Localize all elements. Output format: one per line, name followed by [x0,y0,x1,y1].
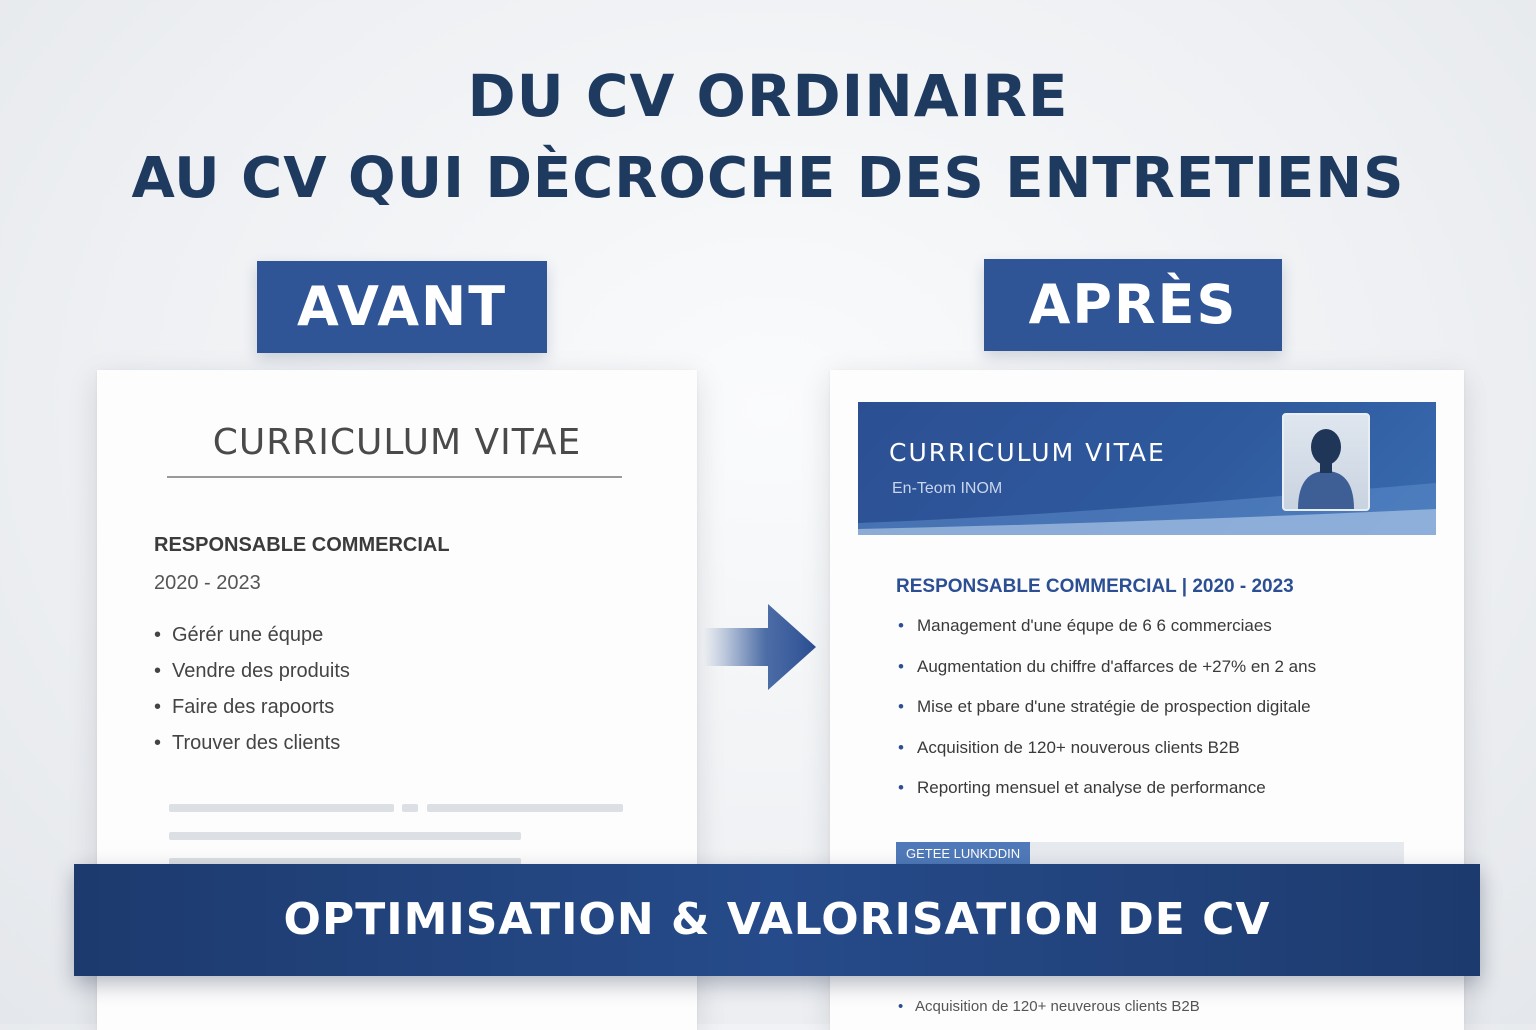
list-item: • Faire des rapoorts [154,696,350,732]
headline-line-1: DU CV ORDINAIRE [467,62,1069,130]
headline-line-2: AU CV QUI DÈCROCHE DES ENTRETIENS [131,146,1405,211]
list-item: • Vendre des produits [154,660,350,696]
after-cv-list [896,616,1316,819]
before-cv-title: CURRICULUM VITAE [212,422,582,463]
list-item: • Reporting mensuel et analyse de performance [896,778,1316,819]
before-cv-role: RESPONSABLE COMMERCIAL [154,534,450,556]
section-label: GETEE LUNKDDIN [896,842,1030,866]
after-tag: APRÈS [984,259,1282,351]
placeholder-line [402,804,418,812]
after-cv-name: En-Teom INOM [892,480,1003,497]
placeholder-line [427,804,623,812]
before-cv-years: 2020 - 2023 [154,572,261,594]
list-item: • Acquisition de 120+ nouverous clients B2B [896,738,1316,779]
list-item: • Augmentation du chiffre d'affarces de +27% en 2 ans [896,657,1316,698]
list-item: • Trouver des clients [154,732,350,768]
list-item: • Management d'une équpe de 6 6 commerciaes [896,616,1316,657]
before-tag: AVANT [257,261,547,353]
bottom-banner [74,864,1480,976]
after-cv-title: CURRICULUM VITAE [889,438,1166,467]
before-cv-list [154,624,350,768]
before-cv-divider [167,476,622,478]
placeholder-line [169,832,521,840]
list-item: • Gérér une équpe [154,624,350,660]
after-cv-role: RESPONSABLE COMMERCIAL | 2020 - 2023 [896,576,1294,597]
list-item: • Acquisition de 120+ neuverous clients B2B [896,998,1200,1015]
bottom-banner-text: OPTIMISATION & VALORISATION DE CV [283,894,1271,945]
list-item: • Mise et pbare d'une stratégie de prospection digitale [896,697,1316,738]
after-cv-header [858,402,1436,535]
avatar [1282,413,1370,511]
right-arrow-icon [704,600,818,694]
person-silhouette-icon [1284,415,1368,509]
placeholder-line [169,804,394,812]
